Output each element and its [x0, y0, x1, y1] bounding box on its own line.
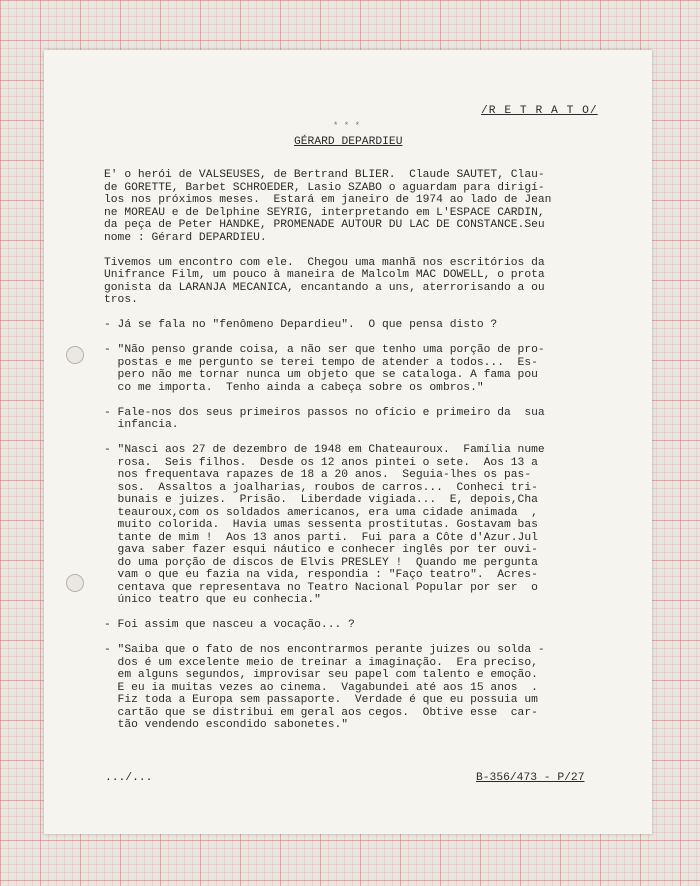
document-reference: B-356/473 - P/27: [476, 772, 585, 784]
text-line: - "Nasci aos 27 de dezembro de 1948 em Chateauroux. Família nume: [104, 444, 545, 456]
text-line: bunais e juizes. Prisão. Liberdade vigiada... E, depois,Cha: [104, 494, 538, 506]
text-line: [104, 607, 551, 620]
text-line: [104, 632, 551, 645]
text-line: - Já se fala no "fenômeno Depardieu". O que pensa disto ?: [104, 319, 498, 331]
text-line: - Fale-nos dos seus primeiros passos no ofício e primeiro da sua: [104, 406, 545, 419]
text-line: - Foi assim que nasceu a vocação... ?: [104, 619, 355, 631]
text-line: Fiz toda a Europa sem passaporte. Verdade é que eu possuia um: [104, 694, 538, 706]
text-line: [104, 432, 551, 445]
text-line: ne MOREAU e de Delphine SEYRIG, interpretando em L'ESPACE CARDIN,: [104, 206, 545, 219]
text-line: Unifrance Film, um pouco à maneira de Malcolm MAC DOWELL, o prota: [104, 269, 545, 281]
text-line: rosa. Seis filhos. Desde os 12 anos pintei o sete. Aos 13 a: [104, 456, 538, 469]
text-line: sos. Assaltos a joalharias, roubos de carros... Conheci tri-: [104, 481, 538, 494]
text-line: muito colorida. Havia umas sessenta prostitutas. Gostavam bas: [104, 519, 538, 531]
text-line: centava que representava no Teatro Nacional Popular por ser o: [104, 581, 538, 594]
section-tag: /R E T R A T O/: [481, 105, 598, 117]
text-line: los nos próximos meses. Estará em janeiro de 1974 ao lado de Jean: [104, 194, 552, 206]
text-line: Tivemos um encontro com ele. Chegou uma manhã nos escritórios da: [104, 256, 545, 269]
document-page: [44, 50, 652, 834]
text-line: nos frequentava rapazes de 18 a 20 anos. Seguia-lhes os pas-: [104, 469, 532, 481]
text-line: de GORETTE, Barbet SCHROEDER, Lasio SZABO o aguardam para dirigí-: [104, 181, 545, 194]
text-line: pero não me tornar nunca um objeto que se cataloga. A fama pou: [104, 369, 538, 381]
text-line: [104, 307, 551, 320]
article-title: GÉRARD DEPARDIEU: [294, 136, 403, 148]
punch-hole: [66, 574, 84, 592]
text-line: cartão que se distribui em geral aos cegos. Obtive esse car-: [104, 706, 538, 719]
text-line: [104, 394, 551, 407]
punch-hole: [66, 346, 84, 364]
text-line: infancia.: [104, 419, 179, 431]
text-line: único teatro que eu conhecia.": [104, 594, 321, 606]
text-line: - "Não penso grande coisa, a não ser que tenho uma porção de pro-: [104, 344, 545, 356]
text-line: da peça de Peter HANDKE, PROMENADE AUTOUR DU LAC DE CONSTANCE.Seu: [104, 219, 545, 231]
text-line: tão vendendo escondido sabonetes.": [104, 719, 349, 731]
text-line: nome : Gérard DEPARDIEU.: [104, 231, 267, 244]
text-line: gava saber fazer esqui náutico e conhecer inglês por ter ouvi-: [104, 544, 538, 556]
text-line: dos é um excelente meio de treinar a imaginação. Era preciso,: [104, 656, 538, 669]
text-line: gonista da LARANJA MECANICA, encantando a uns, aterrorisando a ou: [104, 281, 545, 294]
text-line: [104, 332, 551, 345]
text-line: [104, 244, 551, 257]
article-body: [104, 169, 551, 732]
text-line: tros.: [104, 294, 138, 306]
text-line: do uma porção de discos de Elvis PRESLEY ! Quando me pergunta: [104, 556, 538, 569]
text-line: postas e me pergunto se terei tempo de atender a todos... Es-: [104, 356, 538, 369]
text-line: teauroux,com os soldados americanos, era uma cidade animada ,: [104, 506, 538, 519]
text-line: E' o herói de VALSEUSES, de Bertrand BLIER. Claude SAUTET, Clau-: [104, 169, 545, 181]
text-line: co me importa. Tenho ainda a cabeça sobre os ombros.": [104, 381, 484, 394]
text-line: em alguns segundos, improvisar seu papel com talento e emoção.: [104, 669, 538, 681]
continued-marker: .../...: [105, 772, 153, 784]
text-line: vam o que eu fazia na vida, respondia : "Faço teatro". Acres-: [104, 569, 538, 581]
title-ornament: * * *: [333, 121, 361, 131]
text-line: E eu ia muitas vezes ao cinema. Vagabundei até aos 15 anos .: [104, 681, 538, 694]
text-line: - "Saiba que o fato de nos encontrarmos perante juizes ou solda -: [104, 644, 545, 656]
text-line: tante de mim ! Aos 13 anos parti. Fui para a Côte d'Azur.Jul: [104, 531, 538, 544]
